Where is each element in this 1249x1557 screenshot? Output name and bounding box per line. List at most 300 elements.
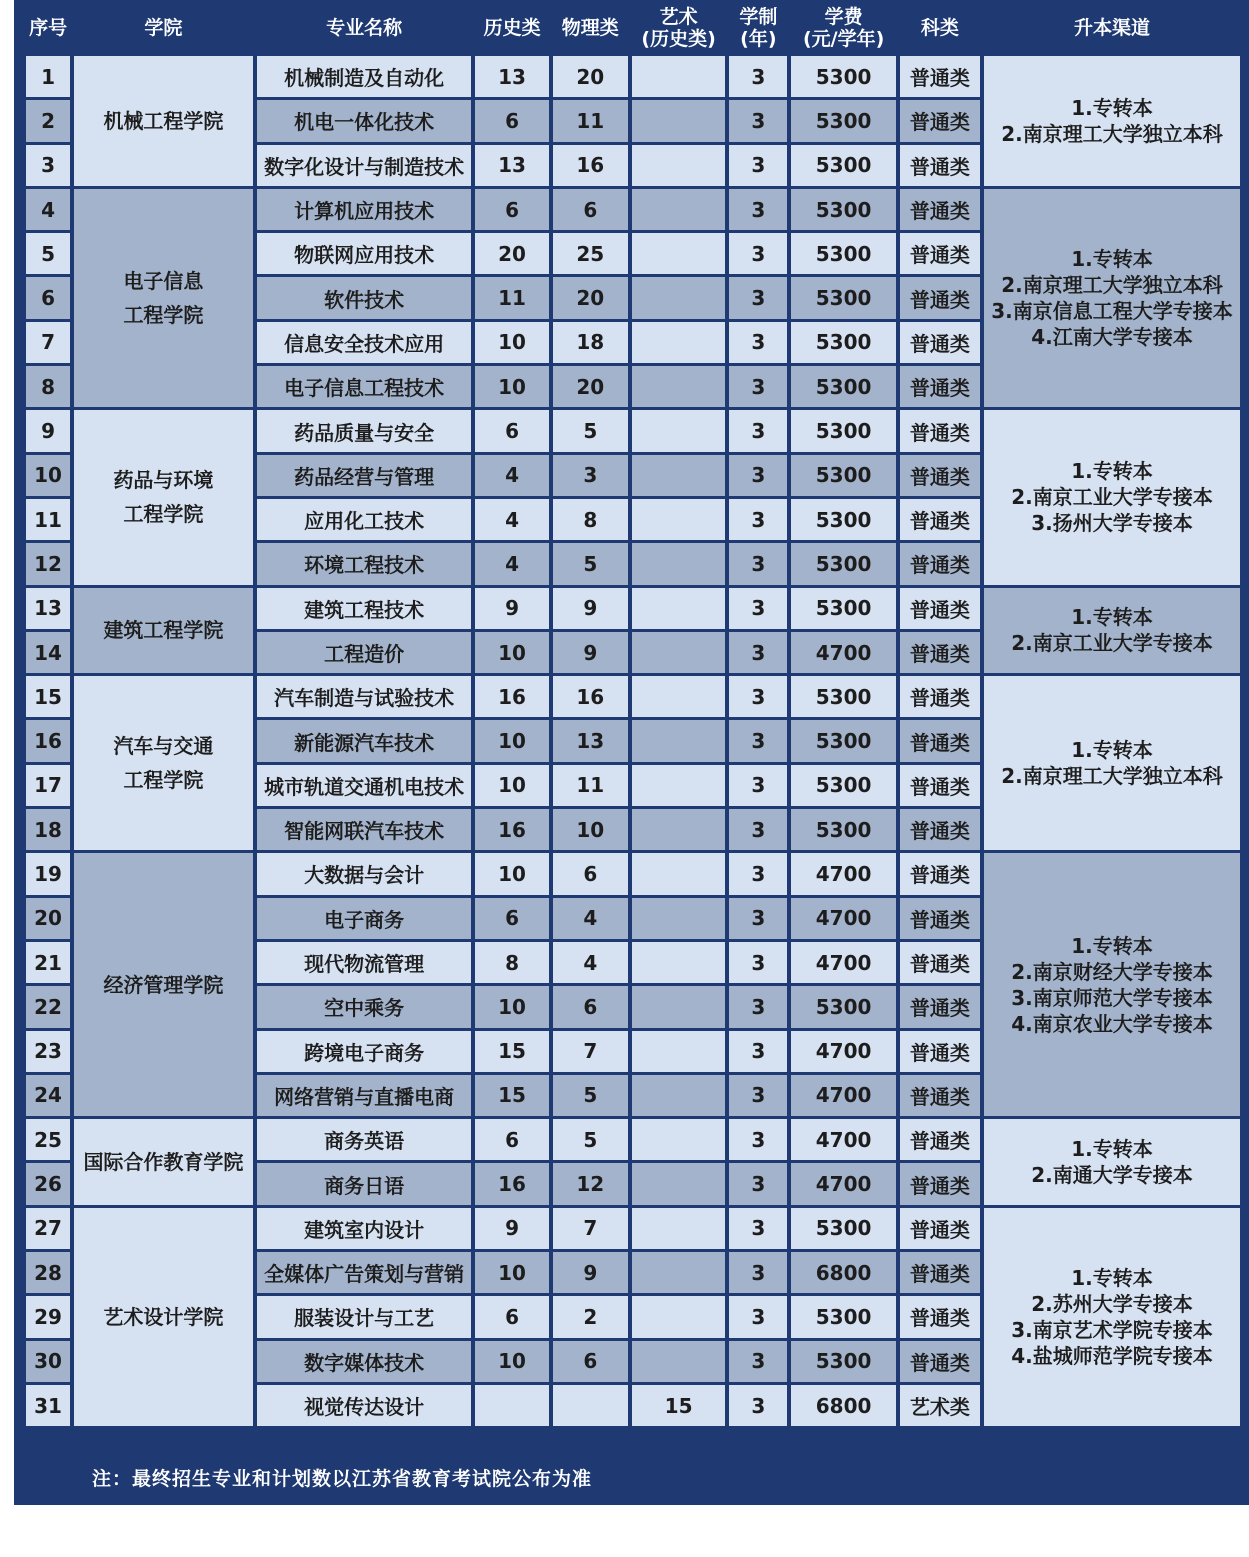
- category-cell: 普通类: [900, 1119, 980, 1160]
- table-row: [26, 56, 1240, 97]
- physics-count-cell: 18: [553, 322, 628, 363]
- seq-cell: 18: [26, 809, 70, 850]
- physics-count-cell: 25: [553, 233, 628, 274]
- category-cell: 普通类: [900, 898, 980, 939]
- duration-cell: 3: [729, 145, 787, 186]
- fee-cell: 5300: [791, 410, 895, 451]
- physics-count-cell: 20: [553, 56, 628, 97]
- art-count-cell: [632, 1075, 725, 1116]
- physics-count-cell: 7: [553, 1208, 628, 1249]
- category-cell: 普通类: [900, 632, 980, 673]
- college-name-line: 汽车与交通: [113, 734, 214, 759]
- major-cell: 网络营销与直播电商: [257, 1075, 472, 1116]
- seq-cell: 7: [26, 322, 70, 363]
- major-cell: 城市轨道交通机电技术: [257, 765, 472, 806]
- physics-count-cell: 3: [553, 455, 628, 496]
- channel-cell: [984, 853, 1240, 1116]
- history-count-cell: 11: [475, 277, 548, 318]
- channel-line: 1.专转本: [1071, 247, 1153, 272]
- category-cell: 普通类: [900, 366, 980, 407]
- channel-line: 1.专转本: [1071, 459, 1153, 484]
- category-cell: 普通类: [900, 410, 980, 451]
- physics-count-cell: [553, 1385, 628, 1426]
- college-cell: [74, 588, 253, 674]
- art-count-cell: [632, 1119, 725, 1160]
- seq-cell: 30: [26, 1341, 70, 1382]
- history-count-cell: 15: [475, 1075, 548, 1116]
- fee-cell: 5300: [791, 100, 895, 141]
- major-cell: 跨境电子商务: [257, 1031, 472, 1072]
- major-cell: 软件技术: [257, 277, 472, 318]
- seq-cell: 6: [26, 277, 70, 318]
- art-count-cell: [632, 809, 725, 850]
- table-body: [26, 56, 1240, 1426]
- duration-cell: 3: [729, 1031, 787, 1072]
- major-cell: 信息安全技术应用: [257, 322, 472, 363]
- major-cell: 视觉传达设计: [257, 1385, 472, 1426]
- college-name-line: 电子信息: [123, 269, 204, 294]
- category-cell: 普通类: [900, 1341, 980, 1382]
- art-count-cell: [632, 277, 725, 318]
- fee-cell: 5300: [791, 765, 895, 806]
- history-count-cell: 16: [475, 809, 548, 850]
- art-count-cell: [632, 720, 725, 761]
- major-cell: 新能源汽车技术: [257, 720, 472, 761]
- duration-cell: 3: [729, 410, 787, 451]
- history-count-cell: 10: [475, 765, 548, 806]
- history-count-cell: 6: [475, 1296, 548, 1337]
- major-cell: 建筑室内设计: [257, 1208, 472, 1249]
- history-count-cell: 4: [475, 543, 548, 584]
- category-cell: 普通类: [900, 676, 980, 717]
- fee-cell: 5300: [791, 1341, 895, 1382]
- history-count-cell: 13: [475, 145, 548, 186]
- college-name-line: 工程学院: [123, 768, 204, 793]
- art-count-cell: [632, 189, 725, 230]
- college-name-line: 艺术设计学院: [103, 1304, 224, 1329]
- fee-cell: 6800: [791, 1252, 895, 1293]
- seq-cell: 5: [26, 233, 70, 274]
- channel-line: 1.专转本: [1071, 1136, 1153, 1161]
- fee-cell: 4700: [791, 853, 895, 894]
- art-count-cell: [632, 56, 725, 97]
- fee-cell: 4700: [791, 1031, 895, 1072]
- channel-line: 3.扬州大学专接本: [1031, 511, 1193, 536]
- category-cell: 普通类: [900, 809, 980, 850]
- art-count-cell: [632, 410, 725, 451]
- physics-count-cell: 2: [553, 1296, 628, 1337]
- category-cell: 普通类: [900, 56, 980, 97]
- enrollment-table: [22, 0, 1244, 1429]
- channel-line: 3.南京师范大学专接本: [1011, 985, 1213, 1010]
- physics-count-cell: 5: [553, 1075, 628, 1116]
- channel-line: 2.苏州大学专接本: [1031, 1291, 1193, 1316]
- seq-cell: 14: [26, 632, 70, 673]
- history-count-cell: 6: [475, 410, 548, 451]
- major-cell: 商务英语: [257, 1119, 472, 1160]
- fee-cell: 5300: [791, 189, 895, 230]
- major-cell: 电子商务: [257, 898, 472, 939]
- category-cell: 普通类: [900, 322, 980, 363]
- history-count-cell: 15: [475, 1031, 548, 1072]
- channel-line: 1.专转本: [1071, 738, 1153, 763]
- seq-cell: 17: [26, 765, 70, 806]
- history-count-cell: 4: [475, 499, 548, 540]
- header-channel: 升本渠道: [984, 3, 1240, 53]
- channel-line: 2.南京理工大学独立本科: [1001, 273, 1223, 298]
- seq-cell: 13: [26, 588, 70, 629]
- history-count-cell: 10: [475, 1341, 548, 1382]
- major-cell: 计算机应用技术: [257, 189, 472, 230]
- fee-cell: 5300: [791, 499, 895, 540]
- duration-cell: 3: [729, 942, 787, 983]
- category-cell: 普通类: [900, 942, 980, 983]
- header-duration-line2: (年): [740, 28, 777, 50]
- duration-cell: 3: [729, 1208, 787, 1249]
- fee-cell: 5300: [791, 1208, 895, 1249]
- history-count-cell: 10: [475, 366, 548, 407]
- history-count-cell: 20: [475, 233, 548, 274]
- duration-cell: 3: [729, 1075, 787, 1116]
- fee-cell: 5300: [791, 720, 895, 761]
- seq-cell: 23: [26, 1031, 70, 1072]
- duration-cell: 3: [729, 809, 787, 850]
- seq-cell: 22: [26, 986, 70, 1027]
- physics-count-cell: 16: [553, 145, 628, 186]
- table-row: [26, 588, 1240, 629]
- physics-count-cell: 4: [553, 898, 628, 939]
- category-cell: 普通类: [900, 765, 980, 806]
- physics-count-cell: 10: [553, 809, 628, 850]
- physics-count-cell: 5: [553, 543, 628, 584]
- table-row: [26, 189, 1240, 230]
- header-college: 学院: [74, 3, 253, 53]
- duration-cell: 3: [729, 366, 787, 407]
- category-cell: 普通类: [900, 189, 980, 230]
- channel-line: 2.南京工业大学专接本: [1011, 485, 1213, 510]
- major-cell: 应用化工技术: [257, 499, 472, 540]
- seq-cell: 24: [26, 1075, 70, 1116]
- duration-cell: 3: [729, 1119, 787, 1160]
- seq-cell: 10: [26, 455, 70, 496]
- art-count-cell: [632, 1031, 725, 1072]
- duration-cell: 3: [729, 1385, 787, 1426]
- header-physics: 物理类: [553, 3, 628, 53]
- channel-cell: [984, 56, 1240, 186]
- header-row: [26, 3, 1240, 53]
- art-count-cell: [632, 233, 725, 274]
- duration-cell: 3: [729, 765, 787, 806]
- fee-cell: 5300: [791, 366, 895, 407]
- physics-count-cell: 5: [553, 410, 628, 451]
- fee-cell: 5300: [791, 676, 895, 717]
- duration-cell: 3: [729, 543, 787, 584]
- art-count-cell: [632, 1296, 725, 1337]
- physics-count-cell: 9: [553, 1252, 628, 1293]
- fee-cell: 4700: [791, 632, 895, 673]
- seq-cell: 16: [26, 720, 70, 761]
- history-count-cell: 10: [475, 853, 548, 894]
- art-count-cell: [632, 765, 725, 806]
- seq-cell: 19: [26, 853, 70, 894]
- major-cell: 智能网联汽车技术: [257, 809, 472, 850]
- art-count-cell: [632, 676, 725, 717]
- category-cell: 普通类: [900, 277, 980, 318]
- art-count-cell: [632, 100, 725, 141]
- college-cell: [74, 189, 253, 407]
- seq-cell: 25: [26, 1119, 70, 1160]
- duration-cell: 3: [729, 455, 787, 496]
- seq-cell: 4: [26, 189, 70, 230]
- fee-cell: 4700: [791, 1163, 895, 1204]
- channel-line: 4.江南大学专接本: [1031, 325, 1193, 350]
- major-cell: 服装设计与工艺: [257, 1296, 472, 1337]
- table-row: [26, 1119, 1240, 1160]
- duration-cell: 3: [729, 1163, 787, 1204]
- seq-cell: 31: [26, 1385, 70, 1426]
- college-cell: [74, 1208, 253, 1426]
- header-art: [632, 3, 725, 53]
- category-cell: 普通类: [900, 1208, 980, 1249]
- art-count-cell: [632, 145, 725, 186]
- seq-cell: 26: [26, 1163, 70, 1204]
- category-cell: 普通类: [900, 1031, 980, 1072]
- major-cell: 现代物流管理: [257, 942, 472, 983]
- header-seq: 序号: [26, 3, 70, 53]
- art-count-cell: [632, 455, 725, 496]
- art-count-cell: [632, 1252, 725, 1293]
- table-row: [26, 853, 1240, 894]
- college-name-line: 工程学院: [123, 502, 204, 527]
- seq-cell: 12: [26, 543, 70, 584]
- physics-count-cell: 6: [553, 1341, 628, 1382]
- history-count-cell: 13: [475, 56, 548, 97]
- major-cell: 全媒体广告策划与营销: [257, 1252, 472, 1293]
- major-cell: 机械制造及自动化: [257, 56, 472, 97]
- art-count-cell: [632, 1341, 725, 1382]
- duration-cell: 3: [729, 56, 787, 97]
- physics-count-cell: 11: [553, 100, 628, 141]
- major-cell: 环境工程技术: [257, 543, 472, 584]
- history-count-cell: 6: [475, 1119, 548, 1160]
- physics-count-cell: 11: [553, 765, 628, 806]
- college-name-line: 经济管理学院: [103, 972, 224, 997]
- physics-count-cell: 6: [553, 189, 628, 230]
- channel-cell: [984, 676, 1240, 850]
- physics-count-cell: 9: [553, 632, 628, 673]
- history-count-cell: 10: [475, 986, 548, 1027]
- footnote: 注：最终招生专业和计划数以江苏省教育考试院公布为准: [92, 1468, 593, 1490]
- art-count-cell: 15: [632, 1385, 725, 1426]
- art-count-cell: [632, 898, 725, 939]
- header-fee-line1: 学费: [824, 6, 863, 28]
- seq-cell: 1: [26, 56, 70, 97]
- duration-cell: 3: [729, 322, 787, 363]
- header-fee-line2: (元/学年): [802, 28, 885, 50]
- college-cell: [74, 410, 253, 584]
- major-cell: 机电一体化技术: [257, 100, 472, 141]
- category-cell: 普通类: [900, 543, 980, 584]
- physics-count-cell: 8: [553, 499, 628, 540]
- duration-cell: 3: [729, 189, 787, 230]
- history-count-cell: 9: [475, 588, 548, 629]
- fee-cell: 4700: [791, 1119, 895, 1160]
- channel-line: 3.南京艺术学院专接本: [1011, 1317, 1213, 1342]
- history-count-cell: 6: [475, 898, 548, 939]
- art-count-cell: [632, 853, 725, 894]
- duration-cell: 3: [729, 277, 787, 318]
- physics-count-cell: 7: [553, 1031, 628, 1072]
- duration-cell: 3: [729, 898, 787, 939]
- category-cell: 普通类: [900, 1163, 980, 1204]
- fee-cell: 6800: [791, 1385, 895, 1426]
- channel-line: 1.专转本: [1071, 95, 1153, 120]
- category-cell: 普通类: [900, 145, 980, 186]
- seq-cell: 28: [26, 1252, 70, 1293]
- seq-cell: 11: [26, 499, 70, 540]
- college-cell: [74, 853, 253, 1116]
- header-fee: [791, 3, 895, 53]
- history-count-cell: 10: [475, 1252, 548, 1293]
- channel-line: 4.南京农业大学专接本: [1011, 1011, 1213, 1036]
- college-name-line: 工程学院: [123, 303, 204, 328]
- physics-count-cell: 6: [553, 853, 628, 894]
- seq-cell: 3: [26, 145, 70, 186]
- major-cell: 电子信息工程技术: [257, 366, 472, 407]
- fee-cell: 5300: [791, 986, 895, 1027]
- header-duration: [729, 3, 787, 53]
- channel-line: 2.南京财经大学专接本: [1011, 959, 1213, 984]
- category-cell: 艺术类: [900, 1385, 980, 1426]
- art-count-cell: [632, 499, 725, 540]
- seq-cell: 20: [26, 898, 70, 939]
- seq-cell: 8: [26, 366, 70, 407]
- fee-cell: 4700: [791, 942, 895, 983]
- history-count-cell: 10: [475, 720, 548, 761]
- fee-cell: 4700: [791, 898, 895, 939]
- art-count-cell: [632, 588, 725, 629]
- history-count-cell: 9: [475, 1208, 548, 1249]
- header-art-line1: 艺术: [659, 6, 698, 28]
- category-cell: 普通类: [900, 455, 980, 496]
- duration-cell: 3: [729, 100, 787, 141]
- physics-count-cell: 5: [553, 1119, 628, 1160]
- college-name-line: 机械工程学院: [103, 108, 224, 133]
- fee-cell: 5300: [791, 809, 895, 850]
- duration-cell: 3: [729, 1296, 787, 1337]
- channel-line: 2.南京工业大学专接本: [1011, 631, 1213, 656]
- major-cell: 空中乘务: [257, 986, 472, 1027]
- art-count-cell: [632, 322, 725, 363]
- fee-cell: 5300: [791, 1296, 895, 1337]
- channel-line: 2.南通大学专接本: [1031, 1162, 1193, 1187]
- duration-cell: 3: [729, 853, 787, 894]
- major-cell: 建筑工程技术: [257, 588, 472, 629]
- art-count-cell: [632, 1163, 725, 1204]
- fee-cell: 4700: [791, 1075, 895, 1116]
- college-name-line: 建筑工程学院: [103, 618, 224, 643]
- table-row: [26, 676, 1240, 717]
- physics-count-cell: 9: [553, 588, 628, 629]
- fee-cell: 5300: [791, 322, 895, 363]
- duration-cell: 3: [729, 588, 787, 629]
- history-count-cell: 16: [475, 676, 548, 717]
- physics-count-cell: 20: [553, 277, 628, 318]
- channel-cell: [984, 1119, 1240, 1205]
- category-cell: 普通类: [900, 986, 980, 1027]
- category-cell: 普通类: [900, 233, 980, 274]
- college-name-line: 药品与环境: [113, 468, 214, 493]
- seq-cell: 27: [26, 1208, 70, 1249]
- channel-cell: [984, 189, 1240, 407]
- fee-cell: 5300: [791, 145, 895, 186]
- college-name-line: 国际合作教育学院: [83, 1149, 244, 1174]
- art-count-cell: [632, 1208, 725, 1249]
- seq-cell: 15: [26, 676, 70, 717]
- category-cell: 普通类: [900, 499, 980, 540]
- category-cell: 普通类: [900, 1075, 980, 1116]
- history-count-cell: [475, 1385, 548, 1426]
- fee-cell: 5300: [791, 233, 895, 274]
- category-cell: 普通类: [900, 1296, 980, 1337]
- channel-line: 2.南京理工大学独立本科: [1001, 121, 1223, 146]
- art-count-cell: [632, 942, 725, 983]
- history-count-cell: 10: [475, 322, 548, 363]
- physics-count-cell: 16: [553, 676, 628, 717]
- physics-count-cell: 12: [553, 1163, 628, 1204]
- category-cell: 普通类: [900, 720, 980, 761]
- category-cell: 普通类: [900, 588, 980, 629]
- physics-count-cell: 20: [553, 366, 628, 407]
- duration-cell: 3: [729, 499, 787, 540]
- college-cell: [74, 676, 253, 850]
- major-cell: 工程造价: [257, 632, 472, 673]
- art-count-cell: [632, 366, 725, 407]
- history-count-cell: 6: [475, 189, 548, 230]
- category-cell: 普通类: [900, 853, 980, 894]
- channel-cell: [984, 410, 1240, 584]
- physics-count-cell: 4: [553, 942, 628, 983]
- fee-cell: 5300: [791, 588, 895, 629]
- fee-cell: 5300: [791, 56, 895, 97]
- channel-line: 1.专转本: [1071, 933, 1153, 958]
- header-history: 历史类: [475, 3, 548, 53]
- duration-cell: 3: [729, 1252, 787, 1293]
- major-cell: 商务日语: [257, 1163, 472, 1204]
- header-category: 科类: [900, 3, 980, 53]
- physics-count-cell: 13: [553, 720, 628, 761]
- major-cell: 数字媒体技术: [257, 1341, 472, 1382]
- category-cell: 普通类: [900, 100, 980, 141]
- major-cell: 数字化设计与制造技术: [257, 145, 472, 186]
- college-cell: [74, 56, 253, 186]
- major-cell: 药品质量与安全: [257, 410, 472, 451]
- major-cell: 药品经营与管理: [257, 455, 472, 496]
- fee-cell: 5300: [791, 455, 895, 496]
- history-count-cell: 6: [475, 100, 548, 141]
- art-count-cell: [632, 632, 725, 673]
- seq-cell: 9: [26, 410, 70, 451]
- duration-cell: 3: [729, 720, 787, 761]
- table-row: [26, 1208, 1240, 1249]
- enrollment-table-panel: [14, 0, 1249, 1505]
- channel-line: 1.专转本: [1071, 1265, 1153, 1290]
- channel-line: 1.专转本: [1071, 605, 1153, 630]
- header-art-line2: (历史类): [641, 28, 716, 50]
- channel-cell: [984, 588, 1240, 674]
- seq-cell: 21: [26, 942, 70, 983]
- physics-count-cell: 6: [553, 986, 628, 1027]
